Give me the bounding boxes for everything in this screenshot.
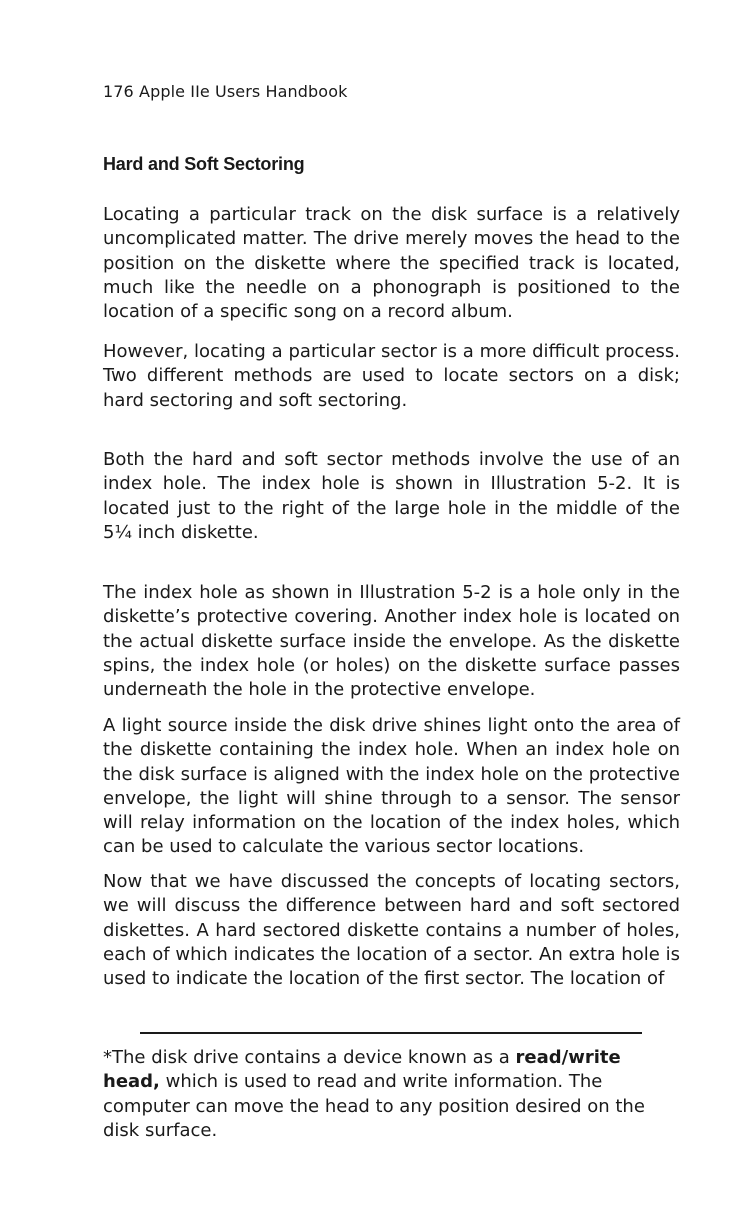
body-paragraph: A light source inside the disk drive shines light onto the area of the diskette containing the index hole. When an index hole on the disk surface is aligned with the index hole on the protective envelope, the light will shine through to a sensor. The sensor will relay information on the location of the index holes, which can be used to calculate the various sector locations. [103,715,680,858]
footnote-rest: which is used to read and write information. The computer can move the head to any position desired on the disk surface. [103,1071,645,1141]
footnote-divider [140,1032,642,1034]
body-paragraph: However, locating a particular sector is a more difficult process. Two different methods are used to locate sectors on a disk; hard sectoring and soft sectoring. [103,341,680,411]
section-heading: Hard and Soft Sectoring [103,154,305,174]
footnote-term: read/write head, [103,1047,621,1093]
body-paragraph: The index hole as shown in Illustration 5-2 is a hole only in the diskette’s protective covering. Another index hole is located on the actual diskette surface inside the envelope. As the diskette spins, the index hole (or holes) on the diskette surface passes underneath the hole in the protective envelope. [103,582,680,701]
body-paragraph: Locating a particular track on the disk surface is a relatively uncomplicated matter. The drive merely moves the head to the position on the diskette where the specified track is located, much like the needle on a phonograph is positioned to the location of a specific song on a record album. [103,204,680,323]
body-paragraph: Now that we have discussed the concepts of locating sectors, we will discuss the difference between hard and soft sectored diskettes. A hard sectored diskette contains a number of holes, each of which indicates the location of a sector. An extra hole is used to indicate the location of the first sector. The location of [103,871,680,990]
footnote [103,1046,680,1143]
running-head: 176 Apple IIe Users Handbook [103,82,348,101]
footnote-lead: *The disk drive contains a device known as a [103,1047,516,1068]
body-paragraph: Both the hard and soft sector methods involve the use of an index hole. The index hole is shown in Illustration 5-2. It is located just to the right of the large hole in the middle of the 5¼ inch diskette. [103,449,680,543]
